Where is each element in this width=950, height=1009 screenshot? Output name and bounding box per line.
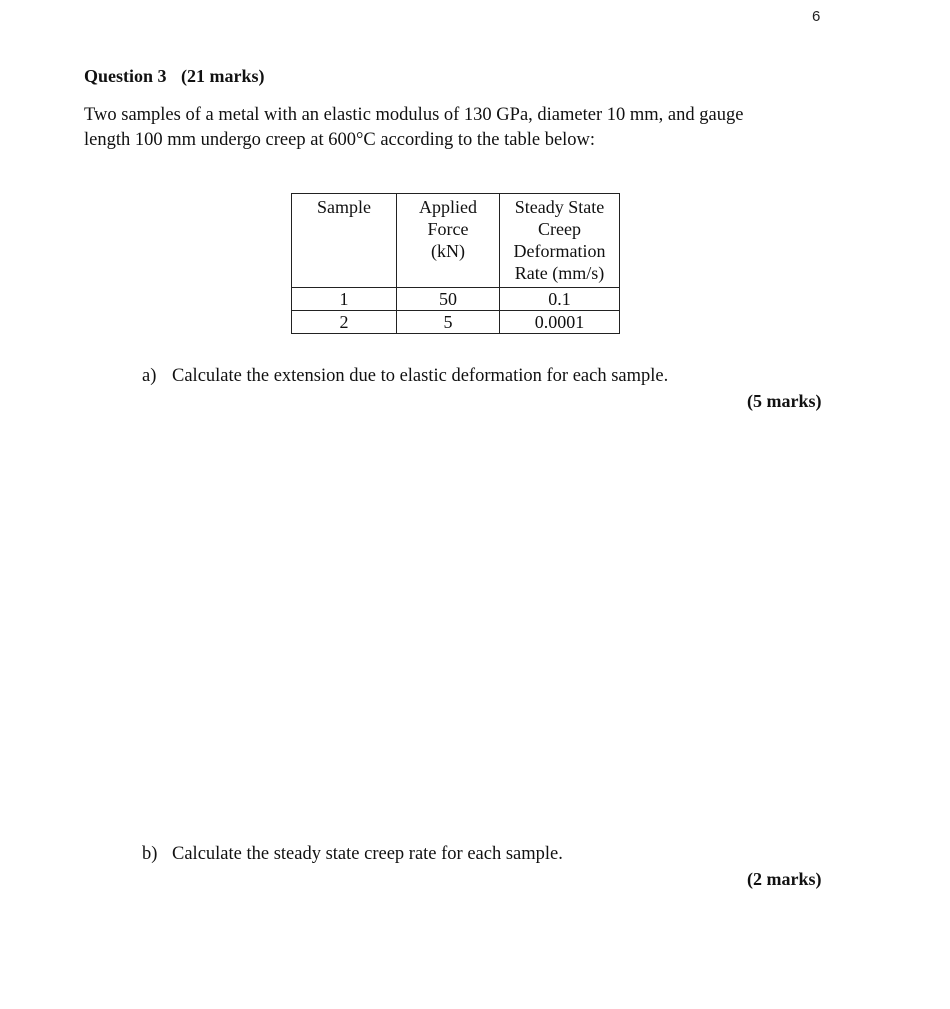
header-force-line: Applied <box>419 197 477 217</box>
intro-line-1: Two samples of a metal with an elastic modulus of 130 GPa, diameter 10 mm, and gauge <box>84 105 744 125</box>
part-a-text: Calculate the extension due to elastic deformation for each sample. <box>172 366 669 386</box>
part-a-question <box>142 366 668 387</box>
table-header-row <box>292 194 620 288</box>
table-row <box>292 288 620 311</box>
part-b-text: Calculate the steady state creep rate for each sample. <box>172 844 563 864</box>
part-a-marks: (5 marks) <box>747 391 822 411</box>
header-force-line: Force <box>427 219 469 239</box>
part-a-letter: a) <box>142 366 157 386</box>
header-force-line: (kN) <box>431 241 465 261</box>
part-b-marks: (2 marks) <box>747 869 822 889</box>
page-number: 6 <box>812 8 821 25</box>
cell-rate: 0.1 <box>500 288 620 311</box>
question-intro <box>84 103 824 153</box>
cell-force: 50 <box>397 288 500 311</box>
creep-data-table <box>291 193 620 334</box>
question-heading <box>84 66 265 87</box>
header-rate-line: Creep <box>538 219 581 239</box>
header-sample-line: Sample <box>317 197 371 217</box>
intro-line-2: length 100 mm undergo creep at 600°C according to the table below: <box>84 130 596 150</box>
header-creep-rate <box>500 194 620 288</box>
question-total-marks: (21 marks) <box>181 66 265 86</box>
header-rate-line: Deformation <box>513 241 606 261</box>
cell-sample: 1 <box>292 288 397 311</box>
header-sample <box>292 194 397 288</box>
header-applied-force <box>397 194 500 288</box>
cell-rate: 0.0001 <box>500 311 620 334</box>
cell-force: 5 <box>397 311 500 334</box>
header-rate-line: Rate (mm/s) <box>514 263 605 283</box>
question-title: Question 3 <box>84 66 167 86</box>
cell-sample: 2 <box>292 311 397 334</box>
part-b-question <box>142 844 563 865</box>
header-rate-line: Steady State <box>514 197 605 217</box>
part-b-letter: b) <box>142 844 158 864</box>
table-row <box>292 311 620 334</box>
